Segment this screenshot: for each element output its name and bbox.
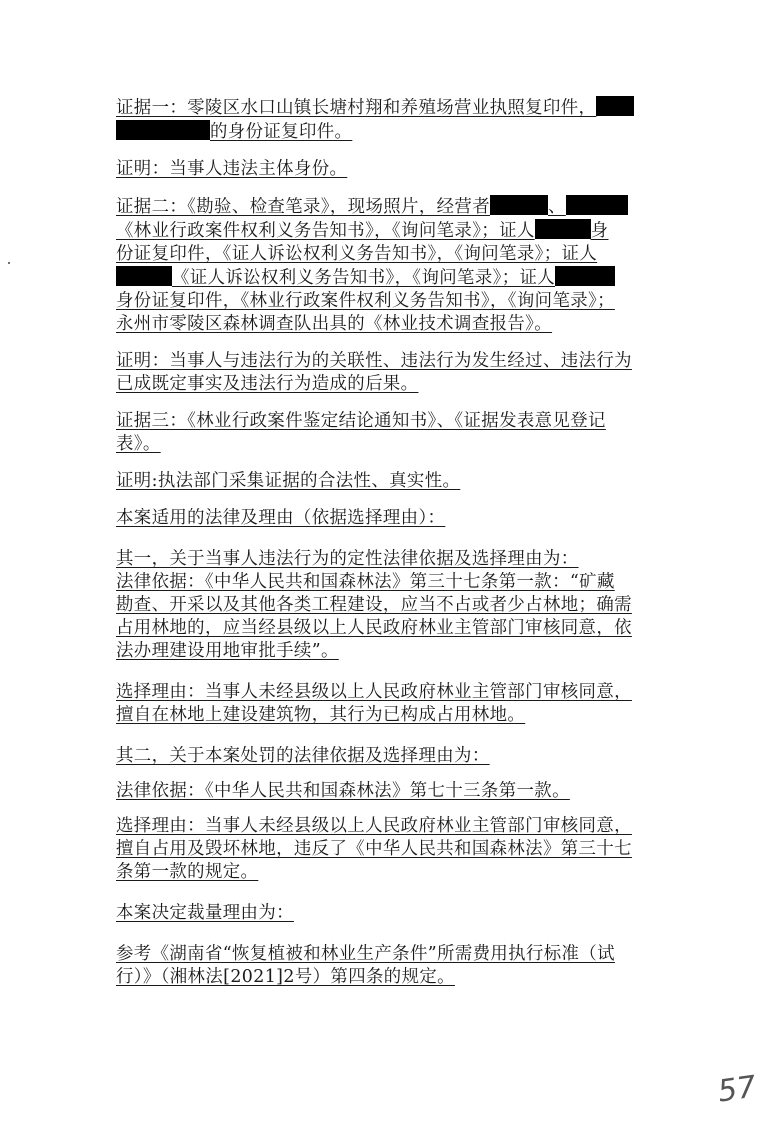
redaction-block [116, 120, 210, 140]
paragraph-reason-1 [116, 548, 661, 663]
paragraph-law-heading [116, 507, 661, 530]
text-segment: 的身份证复印件。 [210, 122, 353, 142]
text-segment: 本案适用的法律及理由（依据选择理由）： [116, 508, 446, 528]
text-segment: 勘查、开采以及其他各类工程建设，应当不占或者少占林地；确需 [116, 595, 632, 615]
redaction-block [566, 195, 628, 215]
paragraph-reason-1-choice [116, 681, 661, 727]
paragraph-evidence-3 [116, 410, 661, 456]
text-segment: 已成既定事实及违法行为造成的后果。 [116, 374, 419, 394]
redaction-block [555, 266, 615, 286]
paragraph-discretion-body [116, 943, 661, 989]
redaction-block [596, 96, 634, 116]
text-segment: 法办理建设用地审批手续”。 [116, 641, 339, 661]
text-segment: 份证复印件，《证人诉讼权利义务告知书》，《询问笔录》；证人 [116, 244, 598, 264]
text-segment: 法律依据：《中华人民共和国森林法》第三十七条第一款：“矿藏 [116, 572, 615, 592]
text-segment: 、 [548, 197, 566, 217]
text-segment: 《证人诉讼权利义务告知书》，《询问笔录》；证人 [172, 268, 556, 288]
paragraph-reason-2 [116, 745, 661, 768]
text-segment: 选择理由：当事人未经县级以上人民政府林业主管部门审核同意， [116, 816, 632, 836]
paragraph-discretion-heading [116, 902, 661, 925]
redaction-block [490, 195, 548, 215]
text-segment: 身份证复印件，《林业行政案件权利义务告知书》，《询问笔录》； [116, 291, 615, 311]
handwritten-page-number: 57 [715, 1069, 759, 1110]
scan-speck [8, 262, 10, 264]
paragraph-reason-2-law [116, 780, 661, 803]
text-segment: 证据一：零陵区水口山镇长塘村翔和养殖场营业执照复印件， [116, 98, 597, 118]
paragraph-evidence-1 [116, 96, 661, 144]
redaction-block [116, 266, 172, 286]
text-segment: 占用林地的，应当经县级以上人民政府林业主管部门审核同意，依 [116, 618, 632, 638]
paragraph-proof-3 [116, 470, 661, 493]
text-segment: 永州市零陵区森林调查队出具的《林业技术调查报告》。 [116, 314, 553, 334]
text-segment: 其一，关于当事人违法行为的定性法律依据及选择理由为： [116, 549, 579, 569]
text-segment: 条第一款的规定。 [116, 862, 259, 882]
paragraph-evidence-2 [116, 195, 661, 336]
paragraph-proof-1 [116, 158, 661, 181]
text-segment: 本案决定裁量理由为： [116, 903, 294, 923]
redaction-block [535, 219, 591, 239]
text-segment: 证明：当事人违法主体身份。 [116, 159, 348, 179]
text-segment: 擅自在林地上建设建筑物，其行为已构成占用林地。 [116, 705, 526, 725]
text-segment: 《林业行政案件权利义务告知书》，《询问笔录》；证人 [116, 221, 535, 241]
text-segment: 证明:执法部门采集证据的合法性、真实性。 [116, 471, 461, 491]
document-body [116, 96, 661, 989]
text-segment: 擅自占用及毁坏林地，违反了《中华人民共和国森林法》第三十七 [116, 839, 632, 859]
text-segment: 参考《湖南省“恢复植被和林业生产条件”所需费用执行标准（试 [116, 944, 615, 964]
text-segment: 身 [590, 221, 609, 241]
text-segment: 表》。 [116, 434, 161, 454]
text-segment: 选择理由：当事人未经县级以上人民政府林业主管部门审核同意， [116, 682, 632, 702]
text-segment: 证据二：《勘验、检查笔录》，现场照片，经营者 [116, 197, 490, 217]
paragraph-reason-2-choice [116, 815, 661, 884]
text-segment: 证据三：《林业行政案件鉴定结论通知书》、《证据发表意见登记 [116, 411, 606, 431]
text-segment: 其二，关于本案处罚的法律依据及选择理由为： [116, 746, 490, 766]
paragraph-proof-2 [116, 350, 661, 396]
text-segment: 法律依据：《中华人民共和国森林法》第七十三条第一款。 [116, 781, 570, 801]
text-segment: 行）》（湘林法[2021]2号）第四条的规定。 [116, 967, 455, 987]
text-segment: 证明：当事人与违法行为的关联性、违法行为发生经过、违法行为 [116, 351, 632, 371]
